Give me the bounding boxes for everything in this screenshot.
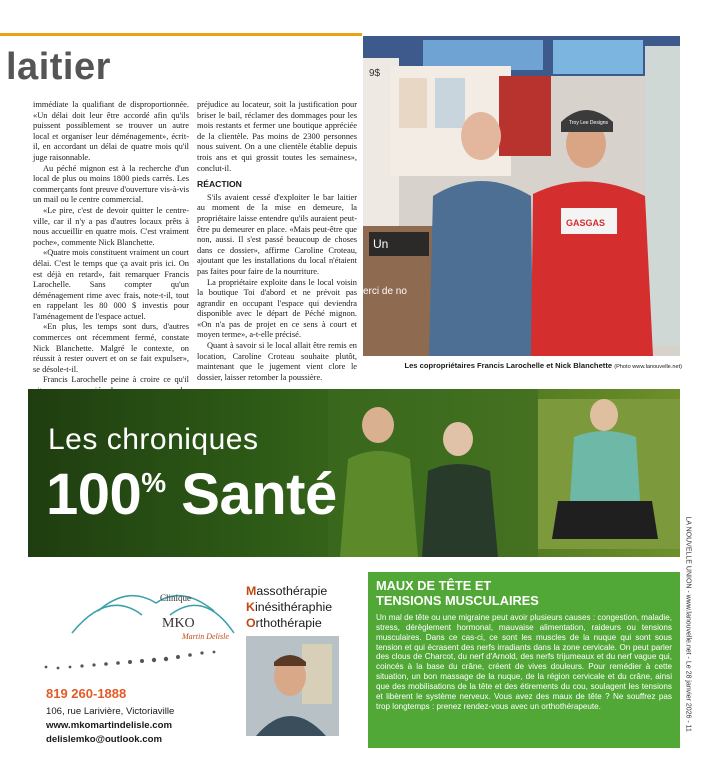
portrait-illustration <box>246 636 339 736</box>
section-rule <box>0 33 362 36</box>
health-banner <box>28 389 680 557</box>
article-photo <box>363 36 680 356</box>
chronicle-body: Un mal de tête ou une migraine peut avoir plusieurs causes : congestion, maladie, stress, dérèglement hormonal, mauvaise alimentation, raideurs ou tensions musculaires. Dans ce cas-ci, ce sont les muscles de la nuque qui sont sous tension et qui écrasent des nerfs irradiants dans la zone cervicale. On peut parler des clous de Charcot, du nerf d'Arnold, des nerfs trijumeaux et du nerf vague qui, coincés à la base du crâne, créent de vives douleurs. Pour remédier à cette situation, un bon massage de la nuque, de la région cervicale et du crâne, ainsi que des mobilisations de la tête et des étirements du cou, soulagent les tensions et libèrent le système nerveux. Vous avez des maux de tête ? Ne souffrez pas trop longtemps : prenez rendez-vous avec un orthothérapeute. <box>376 613 672 711</box>
paragraph: préjudice au locateur, soit la justification pour briser le bail, réclamer des dommages pour les mois restants et fermer une boutique appréciée de la clientèle. Pas moins de 2300 personnes nous suivent. On a une clientèle établie depuis trois ans et qui grossit toutes les semaines», conclut-il. <box>197 100 357 173</box>
service-massotherapie: Massothérapie <box>246 584 328 598</box>
address: 106, rue Larivière, Victoriaville <box>46 706 175 717</box>
article-headline: laitier <box>6 46 111 88</box>
mko-advertisement <box>28 563 362 748</box>
phone-number: 819 260-1888 <box>46 686 127 701</box>
services-list <box>246 583 332 631</box>
subheading: RÉACTION <box>197 179 242 190</box>
publication-info: LA NOUVELLE UNION - www.lanouvelle.net - Le 28 janvier 2026 - 11 <box>684 516 692 732</box>
website: www.mkomartindelisle.com <box>46 720 172 731</box>
mko-letters: MKO <box>162 616 195 631</box>
article-column-1 <box>33 100 189 418</box>
health-chronicle-panel <box>368 572 680 748</box>
paragraph: La propriétaire exploite dans le local voisin la boutique Toi d'abord et ne prévoit pas agrandir en occupant l'espace qui deviendra disponible avec le départ de Péché mignon. «On n'a pas de projet en ce sens à court et moyen terme», a-t-elle précisé. <box>197 277 357 340</box>
wall-sign-1: Un <box>373 237 389 251</box>
email: delislemko@outlook.com <box>46 734 162 745</box>
paragraph: immédiate la qualifiant de disproportionnée. «Un délai doit leur être accordé afin qu'ils puissent possiblement se trouver un autre local et organiser leur déménagement», écrit-il, en accordant un délai de quatre mois qu'il juge raisonnable. <box>33 100 189 162</box>
banner-word: Santé <box>165 462 337 527</box>
cap-logo: Troy Lee Designs <box>569 120 608 126</box>
paragraph: S'ils avaient cessé d'exploiter le bar laitier au moment de la mise en demeure, la propriétaire laisse entendre qu'ils auraient peut-être pu demeurer en place. «Mais peut-être que non, aussi. Il s'est passé beaucoup de choses dans ce dossier», affirme Caroline Croteau, ajoutant que les installations du local n'étaient pas faites pour faire de la nourriture. <box>197 192 357 276</box>
photo-credit: (Photo www.lanouvelle.net) <box>614 364 682 370</box>
chronicle-title: MAUX DE TÊTE ET TENSIONS MUSCULAIRES <box>376 578 539 608</box>
signature: Martin Delisle <box>182 632 229 641</box>
caption-text: Les copropriétaires Francis Larochelle et Nick Blanchette <box>404 361 613 370</box>
paragraph: «En plus, les temps sont durs, d'autres commerces ont récemment fermé, constate Nick Blanchette. Malgré le contexte, on réussit à rester ouvert et on se fait expulser», se désole-t-il. <box>33 322 189 374</box>
paragraph: «Le pire, c'est de devoir quitter le centre-ville, car il n'y a pas d'autres locaux prêts à nous accueillir en quatre mois. C'est vraiment poche», commente Nick Blanchette. <box>33 205 189 247</box>
wall-sign-2: erci de no <box>363 286 407 297</box>
paragraph: Au péché mignon est à la recherche d'un local de plus ou moins 1800 pieds carrés. Les commerçants font preuve d'ouverture vis-à-vis un mail ou le centre commercial. <box>33 163 189 205</box>
photo-illustration <box>363 36 680 356</box>
menu-price: 9$ <box>369 68 381 79</box>
page-footer-vertical <box>678 516 698 750</box>
banner-title-line2 <box>46 461 337 528</box>
banner-percent: % <box>141 467 166 498</box>
banner-title-line1: Les chroniques <box>48 423 259 456</box>
therapist-portrait <box>246 636 339 736</box>
banner-number: 100 <box>46 462 142 527</box>
photo-caption <box>404 361 682 370</box>
paragraph: «Quatre mois constituent vraiment un court délai. C'est le temps que ça avait pris ici. On est déjà en retard», fait remarquer Francis Larochelle. Sans compter qu'un déménagement rime avec frais, note-t-il, tout en rappelant les 80 000 $ investis pour l'aménagement de l'espace actuel. <box>33 248 189 321</box>
service-orthotherapie: Orthothérapie <box>246 616 322 630</box>
paragraph: Quant à savoir si le local allait être remis en location, Caroline Croteau souhaite plutôt, maintenant que le jugement vient clore le dossier, laisser retomber la poussière. <box>197 341 357 382</box>
clinic-label: Clinique <box>160 593 191 603</box>
mko-logo <box>38 571 238 681</box>
paragraph: Francis Larochelle peine à croire ce qu'il <box>43 375 189 385</box>
service-kinesitherapie: Kinésithéraphie <box>246 600 333 614</box>
shirt-logo: GASGAS <box>566 218 606 228</box>
article-column-2 <box>197 100 357 383</box>
